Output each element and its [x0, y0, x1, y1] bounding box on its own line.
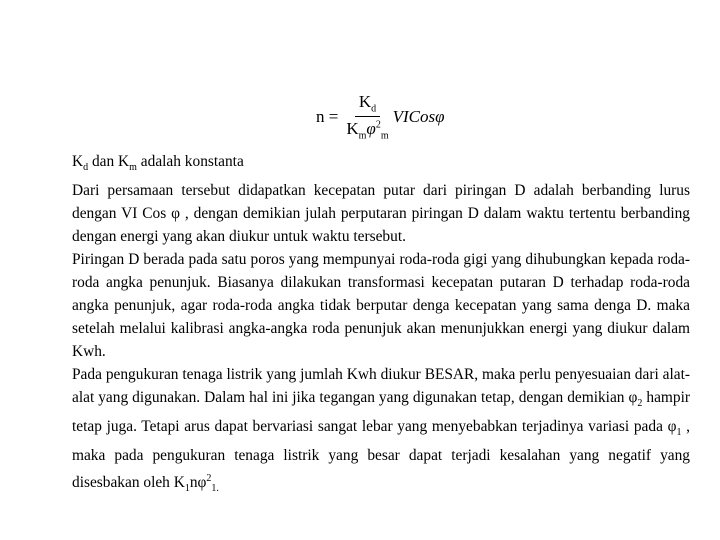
- body-text: [72, 150, 690, 500]
- numerator-k: K: [358, 92, 372, 111]
- formula-lhs: n =: [316, 106, 339, 126]
- paragraph-3: [72, 363, 690, 500]
- kd-base: K: [72, 153, 84, 170]
- speed-formula: [316, 92, 445, 142]
- numerator-subscript: d: [371, 103, 377, 115]
- km-base: dan K: [88, 153, 130, 170]
- formula-rhs: VICosφ: [392, 106, 445, 126]
- kd-subscript: d: [83, 162, 89, 174]
- phi-superscript: 2: [206, 473, 212, 485]
- phi-subscript-end: 1.: [211, 483, 219, 495]
- denominator-phi: φ: [366, 119, 376, 139]
- km-subscript: m: [129, 162, 137, 174]
- denominator-subscript: m: [358, 130, 367, 142]
- denominator-phi-subscript: m: [380, 130, 389, 142]
- formula-denominator: [344, 117, 390, 141]
- denominator-k: K: [346, 119, 359, 139]
- paragraph-2: Piringan D berada pada satu poros yang mempunyai roda-roda gigi yang dihubungkan kepada roda-roda angka penunjuk. Biasanya dilakukan transformasi kecepatan putaran D terhadap roda-roda angka penunjuk, agar roda-roda angka tidak berputar denga kecepatan yang sama denga D. maka setelah melalui kalibrasi angka-angka roda penunjuk akan menunjukkan energi yang diukur dalam Kwh.: [72, 251, 690, 361]
- phi2-subscript: 2: [637, 398, 643, 410]
- n-phi: nφ: [189, 474, 207, 492]
- paragraph-3-part-b: hampir tetap juga. Tetapi arus dapat bervariasi sangat lebar yang menyebabkan terjadinya variasi pada φ: [72, 389, 690, 436]
- phi1-subscript: 1: [676, 427, 682, 439]
- k1-subscript: 1: [184, 483, 190, 495]
- formula-fraction: [344, 92, 390, 142]
- paragraph-3-part-a: Pada pengukuran tenaga listrik yang jumlah Kwh diukur BESAR, maka perlu penyesuaian dari alat-alat yang digunakan. Dalam hal ini jika tegangan yang digunakan tetap, dengan demikian φ: [72, 366, 690, 407]
- paragraph-1: Dari persamaan tersebut didapatkan kecepatan putar dari piringan D adalah berbanding lurus dengan VI Cos φ , dengan demikian julah perputaran piringan D dalam waktu tertentu berbanding dengan energi yang akan diukur untuk waktu tersebut.: [72, 182, 690, 246]
- constants-line: [72, 150, 690, 179]
- formula-numerator: [355, 92, 380, 117]
- denominator-superscript: 2: [375, 119, 381, 131]
- paragraph-3-part-c: , maka pada pengukuran tenaga listrik yang besar dapat terjadi kesalahan yang negatif yang disesbakan oleh K: [72, 418, 690, 492]
- constants-text: adalah konstanta: [136, 153, 244, 170]
